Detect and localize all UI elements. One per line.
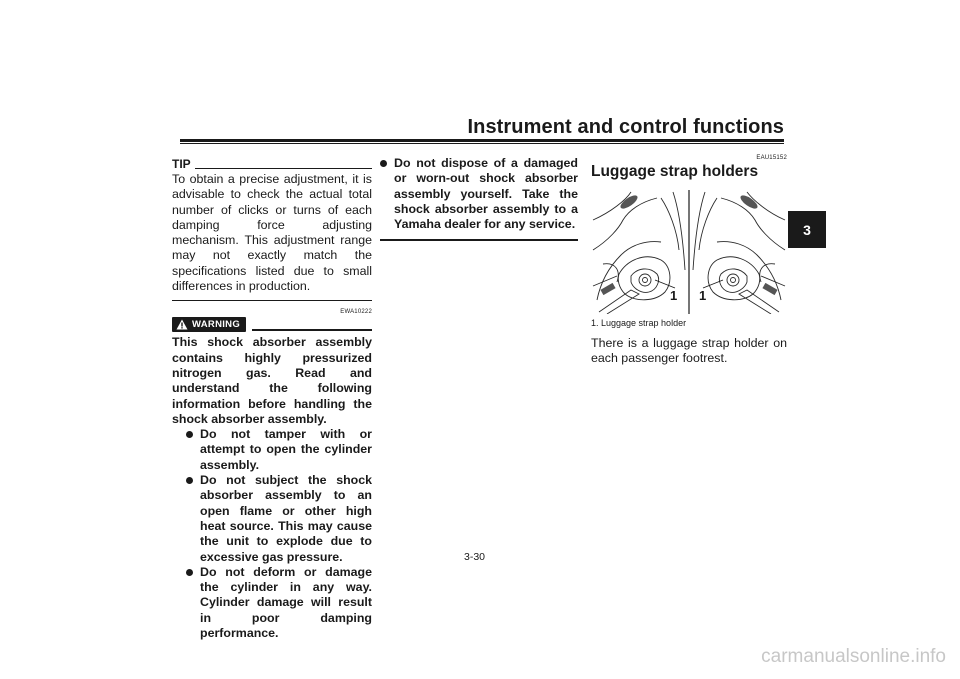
tip-heading: [172, 156, 372, 170]
page-number: 3-30: [464, 551, 486, 563]
tip-text: To obtain a precise adjustment, it is advisable to check the actual total number of clicks or turns of each damping force adjusting mechanism. This adjustment range may not exactly match the specifications listed due to small differences in production.: [172, 172, 372, 294]
warning-bullet: Do not tamper with or attempt to open the cylinder assembly.: [186, 427, 372, 473]
warning-bullet-list-continued: [380, 156, 578, 232]
chapter-tab[interactable]: 3: [788, 211, 826, 248]
header-title: Instrument and control functions: [467, 116, 784, 138]
warning-bullet-list: [186, 427, 372, 641]
section-code: EAU15152: [756, 155, 787, 161]
column-2: [380, 156, 578, 241]
warning-triangle-icon: [176, 319, 188, 330]
tip-rule: [172, 300, 372, 301]
warning-bullet: Do not subject the shock absorber assembly to an open flame or other high heat source. This may cause the unit to explode due to excessive gas pressure.: [186, 473, 372, 565]
warning-label: WARNING: [192, 319, 241, 331]
warning-code: EWA10222: [340, 309, 372, 316]
warning-heading: [172, 317, 372, 332]
callout-right: 1: [699, 288, 707, 303]
header-rule-thin: [180, 143, 784, 144]
warning-badge: [172, 317, 246, 332]
section-body: There is a luggage strap holder on each passenger footrest.: [591, 336, 787, 366]
header-rule-thick: [180, 139, 784, 142]
footrest-illustration: [591, 190, 787, 314]
luggage-strap-figure: [591, 190, 787, 314]
tip-label: TIP: [172, 157, 191, 171]
warning-heading-rule: [252, 329, 372, 331]
column-1: [172, 156, 372, 641]
column-3: [591, 156, 787, 367]
figure-caption: 1. Luggage strap holder: [591, 318, 687, 328]
callout-left: 1: [670, 288, 678, 303]
warning-intro: This shock absorber assembly contains highly pressurized nitrogen gas. Read and understand the following information before handling the shock absorber assembly.: [172, 335, 372, 426]
section-title: Luggage strap holders: [591, 163, 759, 180]
tip-heading-rule: [195, 168, 372, 169]
warning-end-rule: [380, 239, 578, 241]
warning-bullet: Do not deform or damage the cylinder in any way. Cylinder damage will result in poor damping performance.: [186, 565, 372, 641]
watermark[interactable]: carmanualsonline.info: [761, 646, 946, 667]
warning-bullet: Do not dispose of a damaged or worn-out shock absorber assembly yourself. Take the shock absorber assembly to a Yamaha dealer for any service.: [380, 156, 578, 232]
